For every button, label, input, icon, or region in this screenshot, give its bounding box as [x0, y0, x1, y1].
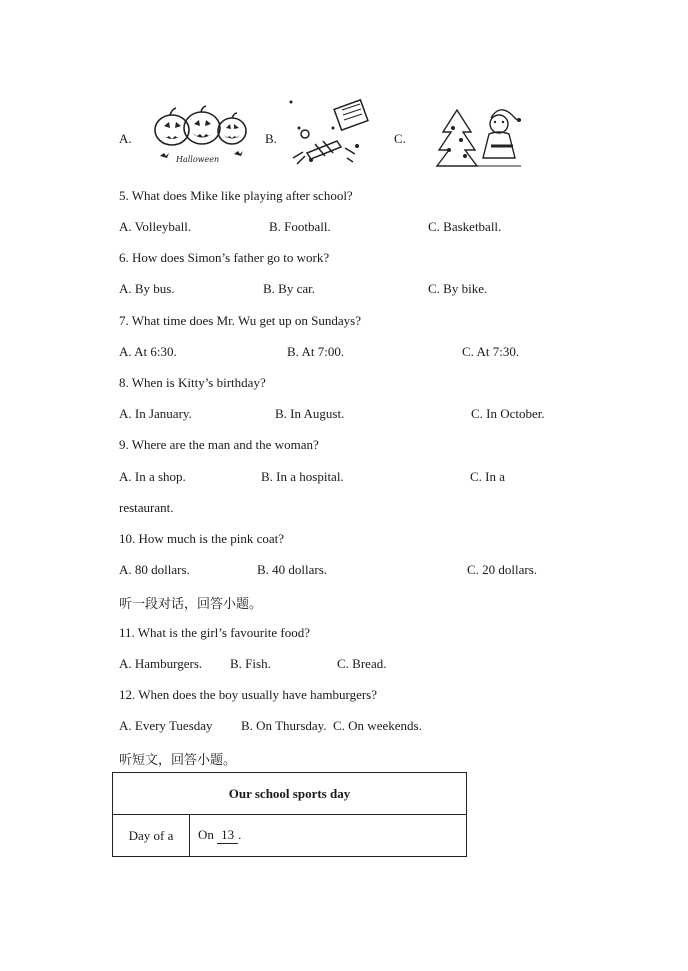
q10-option-b: B. 40 dollars. [257, 562, 328, 577]
q6-option-a: A. By bus. [119, 281, 175, 296]
q8-option-c: C. In October. [471, 406, 545, 421]
q6-option-c: C. By bike. [428, 281, 488, 296]
q9-option-a: A. In a shop. [119, 469, 186, 484]
row-suffix: . [238, 827, 242, 842]
table-title: Our school sports day [113, 773, 467, 815]
q6-option-b: B. By car. [263, 281, 315, 296]
christmas-santa-picture [433, 106, 525, 170]
sports-day-table [112, 772, 467, 857]
option-b-label: B. [265, 131, 277, 146]
q9-option-c-continuation: restaurant. [119, 500, 174, 515]
q11-option-b: B. Fish. [230, 656, 271, 671]
option-a-label: A. [119, 131, 132, 146]
q8-option-a: A. In January. [119, 406, 192, 421]
q5-option-c: C. Basketball. [428, 219, 502, 234]
row-value-day [190, 815, 467, 857]
q11-option-a: A. Hamburgers. [119, 656, 203, 671]
question-9: 9. Where are the man and the woman? [119, 437, 319, 452]
halloween-caption: Halloween [176, 155, 220, 164]
row-prefix: On [198, 827, 214, 842]
q12-option-c: C. On weekends. [333, 718, 422, 733]
section-dialogue-instruction: 听一段对话，回答小题。 [119, 597, 263, 612]
q8-option-b: B. In August. [275, 406, 345, 421]
q10-option-c: C. 20 dollars. [467, 562, 538, 577]
q5-option-b: B. Football. [269, 219, 331, 234]
question-7: 7. What time does Mr. Wu get up on Sundays? [119, 313, 361, 328]
option-c-label: C. [394, 131, 406, 146]
q7-option-a: A. At 6:30. [119, 344, 177, 359]
q5-option-a: A. Volleyball. [119, 219, 192, 234]
halloween-pumpkins-picture [152, 104, 248, 170]
question-6: 6. How does Simon’s father go to work? [119, 250, 330, 265]
q7-option-c: C. At 7:30. [462, 344, 520, 359]
q9-option-b: B. In a hospital. [261, 469, 344, 484]
q7-option-b: B. At 7:00. [287, 344, 345, 359]
question-10: 10. How much is the pink coat? [119, 531, 284, 546]
question-8: 8. When is Kitty’s birthday? [119, 375, 266, 390]
question-5: 5. What does Mike like playing after school? [119, 188, 353, 203]
q11-option-c: C. Bread. [337, 656, 387, 671]
row-label-day: Day of a [113, 815, 190, 857]
section-passage-instruction: 听短文，回答小题。 [119, 753, 237, 768]
fireworks-picture [287, 98, 377, 170]
q9-option-c: C. In a [470, 469, 506, 484]
blank-13[interactable]: 13 [217, 827, 238, 844]
question-11: 11. What is the girl’s favourite food? [119, 625, 310, 640]
q12-option-a: A. Every Tuesday [119, 718, 213, 733]
q12-option-b: B. On Thursday. [241, 718, 327, 733]
q10-option-a: A. 80 dollars. [119, 562, 190, 577]
question-12: 12. When does the boy usually have hamburgers? [119, 687, 378, 702]
